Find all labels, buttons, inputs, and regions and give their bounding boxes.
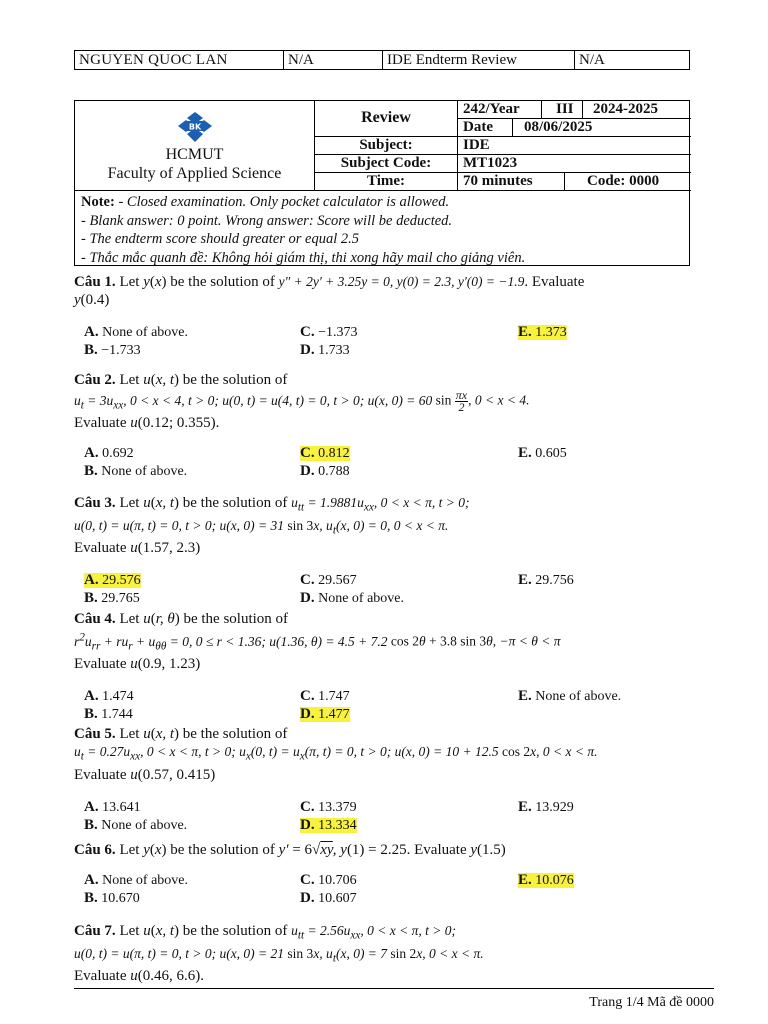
date-label: Date bbox=[463, 119, 493, 135]
question-6: Câu 6. Let y(x) be the solution of y′ = 6√xy, y(1) = 2.25. Evaluate y(1.5) A. None of above. B. 10.670 C. 10.706 D. 10.607 E. 10.076 bbox=[74, 842, 574, 906]
footer-divider bbox=[74, 988, 714, 989]
date-row bbox=[458, 119, 691, 137]
option-b[interactable]: B. 1.744 bbox=[84, 706, 133, 723]
option-b[interactable]: B. 29.765 bbox=[84, 590, 140, 607]
note-line-2: - Blank answer: 0 point. Wrong answer: Score will be deducted. bbox=[81, 212, 453, 229]
option-a[interactable]: A. 1.474 bbox=[84, 688, 134, 705]
note-line-1: - Closed examination. Only pocket calculator is allowed. bbox=[114, 194, 450, 210]
subject-code-label: Subject Code: bbox=[315, 155, 458, 173]
time: 70 minutes bbox=[463, 173, 533, 189]
subject-code-row bbox=[458, 155, 691, 173]
question-5: Câu 5. Let u(x, t) be the solution of $u_t = 0.27u_{xx}$, 0 < x < π, t > 0; $u_x(0$, $t) = u_x(\pi$, t) = 0, t > 0; u(x, 0) = 10 + 12.5 cos 2x, 0 < x < π. Evaluate u(0.57, 0.415) A. 13.641 B. None of above. C. 13.379 D. 13.334 E. 13.929 bbox=[74, 726, 598, 833]
option-e[interactable]: E. 13.929 bbox=[518, 798, 574, 815]
exam-info-box bbox=[74, 100, 690, 266]
faculty-name: Faculty of Applied Science bbox=[107, 165, 282, 182]
subject-row bbox=[458, 137, 691, 155]
option-b[interactable]: B. None of above. bbox=[84, 816, 188, 833]
student-name: NGUYEN QUOC LAN bbox=[75, 51, 284, 69]
option-c[interactable]: C. 10.706 bbox=[300, 872, 357, 888]
question-7: Câu 7. Let u(x, t) be the solution of $u_{tt} = 2.56u_{xx}$, 0 < x < π, t > 0; u(0, t) = u(π, t) = 0, t > 0; u(x, 0) = 21 sin 3x, $u_t(x$, 0) = 7 sin 2x, 0 < x < π. Evaluate u(0.46, 6.6). bbox=[74, 923, 484, 985]
question-label: Câu 1. bbox=[74, 274, 116, 290]
option-e[interactable]: E. 29.756 bbox=[518, 572, 574, 589]
question-2: Câu 2. Let u(x, t) be the solution of $u_t = 3u_{xx}$, 0 < x < 4, t > 0; u(0, t) = u(4, t) = 0, t > 0; u(x, 0) = 60 sin $\frac{\pi x}{2}$ , 0 < x < 4. Evaluate u(0.12; 0.355). A. 0.692 B. None of above. C. 0.812 D. 0.788 E. 0.605 bbox=[74, 372, 567, 480]
semester: III bbox=[556, 101, 574, 117]
year: 2024-2025 bbox=[593, 101, 658, 117]
option-a[interactable]: A. 0.692 bbox=[84, 445, 134, 462]
note-label: Note: bbox=[81, 194, 115, 210]
question-4: Câu 4. Let u(r, θ) be the solution of $r^2u_{rr} + ru_r + u_{\theta\theta} = 0$, 0 ≤ r < 1.36; u(1.36, θ) = 4.5 + 7.2 cos 2θ + 3.8 sin 3θ, −π < θ < π Evaluate u(0.9, 1.23) A. 1.474 B. 1.744 C. 1.747 D. 1.477 E. None of above. bbox=[74, 611, 622, 723]
option-b[interactable]: B. None of above. bbox=[84, 463, 188, 480]
exam-id: N/A bbox=[579, 52, 605, 68]
question-1: Câu 1. Let y(x) be the solution of y″ + 2y′ + 3.25y = 0, y(0) = 2.3, y′(0) = −1.9. Evaluate y(0.4) A. None of above. B. −1.733 C. −1.373 D. 1.733 E. 1.373 bbox=[74, 274, 585, 358]
option-a[interactable]: A. 13.641 bbox=[84, 798, 141, 815]
option-a[interactable]: A. None of above. bbox=[84, 324, 189, 340]
option-b[interactable]: B. −1.733 bbox=[84, 342, 141, 358]
option-a[interactable]: A. 29.576 bbox=[84, 572, 141, 589]
option-e[interactable]: E. None of above. bbox=[518, 688, 622, 705]
option-e[interactable]: E. 1.373 bbox=[518, 324, 567, 340]
exam-note bbox=[75, 191, 689, 270]
review-label: Review bbox=[315, 101, 458, 137]
question-label: Câu 6. bbox=[74, 842, 116, 858]
option-a[interactable]: A. None of above. bbox=[84, 872, 189, 888]
option-e[interactable]: E. 10.076 bbox=[518, 872, 574, 888]
option-d[interactable]: D. None of above. bbox=[300, 590, 405, 607]
student-id: N/A bbox=[284, 51, 383, 69]
time-row bbox=[458, 173, 691, 191]
option-c[interactable]: C. 13.379 bbox=[300, 798, 357, 815]
option-b[interactable]: B. 10.670 bbox=[84, 890, 140, 906]
option-d[interactable]: D. 13.334 bbox=[300, 816, 357, 833]
option-c[interactable]: C. −1.373 bbox=[300, 324, 358, 340]
question-label: Câu 2. bbox=[74, 372, 116, 388]
note-line-3: - The endterm score should greater or equal 2.5 bbox=[81, 231, 360, 248]
school-logo-icon bbox=[177, 111, 213, 143]
option-d[interactable]: D. 1.477 bbox=[300, 706, 350, 723]
subject-label: Subject: bbox=[315, 137, 458, 155]
subject: IDE bbox=[463, 137, 490, 153]
option-d[interactable]: D. 0.788 bbox=[300, 463, 350, 480]
question-label: Câu 7. bbox=[74, 923, 116, 939]
option-d[interactable]: D. 1.733 bbox=[300, 342, 350, 358]
school-cell bbox=[75, 101, 315, 191]
option-c[interactable]: C. 0.812 bbox=[300, 445, 350, 462]
question-label: Câu 5. bbox=[74, 726, 116, 742]
term-row bbox=[458, 101, 691, 119]
school-name: HCMUT bbox=[165, 146, 224, 163]
option-c[interactable]: C. 1.747 bbox=[300, 688, 350, 705]
logo-text: BK bbox=[188, 122, 202, 132]
note-line-4: - Thắc mắc quanh đề: Không hỏi giám thị, thi xong hãy mail cho giảng viên. bbox=[81, 250, 526, 267]
exam-header-bar bbox=[74, 50, 690, 70]
option-d[interactable]: D. 10.607 bbox=[300, 890, 357, 906]
question-3: Câu 3. Let u(x, t) be the solution of $u_{tt} = 1.9881u_{xx}$, 0 < x < π, t > 0; u(0, t) = u(π, t) = 0, t > 0; u(x, 0) = 31 sin 3x, $u_t(x$, 0) = 0, 0 < x < π. Evaluate u(1.57, 2.3) A. 29.576 B. 29.765 C. 29.567 D. None of above. E. 29.756 bbox=[74, 495, 574, 607]
page-footer: Trang 1/4 Mã đề 0000 bbox=[589, 995, 714, 1010]
question-label: Câu 3. bbox=[74, 495, 116, 511]
time-label: Time: bbox=[315, 173, 458, 191]
date: 08/06/2025 bbox=[524, 119, 593, 135]
exam-name: IDE Endterm Review bbox=[383, 51, 575, 69]
subject-code: MT1023 bbox=[463, 155, 518, 171]
term: 242/Year bbox=[463, 101, 520, 117]
exam-code: Code: 0000 bbox=[587, 173, 660, 189]
question-label: Câu 4. bbox=[74, 611, 116, 627]
option-c[interactable]: C. 29.567 bbox=[300, 572, 357, 589]
option-e[interactable]: E. 0.605 bbox=[518, 445, 567, 462]
